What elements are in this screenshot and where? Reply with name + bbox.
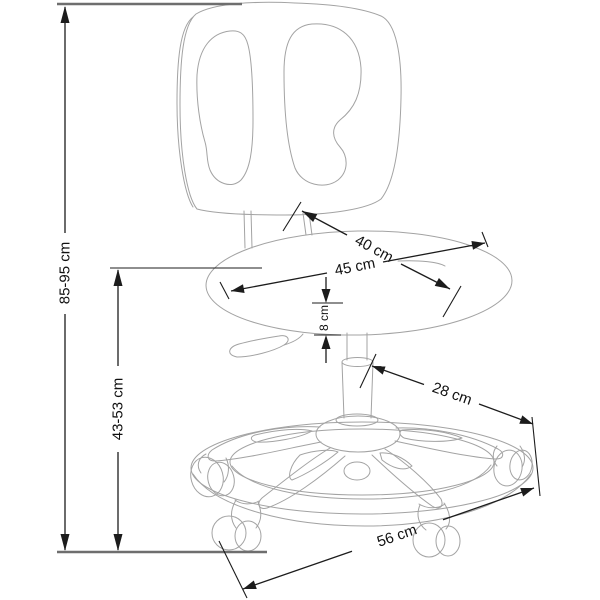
backrest-inner-line	[177, 17, 193, 207]
lever-paddle	[230, 336, 288, 357]
base-hub	[316, 416, 400, 452]
caster-wheel	[491, 448, 525, 488]
base-width-label: 56 cm	[374, 521, 420, 551]
backrest	[177, 2, 401, 248]
arrowhead	[231, 284, 245, 293]
base-radius-label: 28 cm	[429, 379, 475, 409]
dimension-base-radius	[360, 354, 533, 424]
tick	[482, 232, 488, 247]
caster-wheel-inner	[204, 459, 238, 499]
seat-height-label: 43-53 cm	[109, 377, 127, 441]
chair-artwork	[177, 2, 534, 557]
caster-rear-right	[491, 446, 534, 488]
arrowhead	[435, 278, 450, 289]
arrowhead	[519, 415, 533, 424]
base-front-hole	[344, 462, 370, 480]
caster-front-left	[212, 500, 261, 551]
footring-inner-bottom	[232, 465, 491, 499]
backrest-left-cutout	[197, 31, 253, 185]
dim-line	[231, 273, 327, 291]
backrest-right-cutout	[284, 24, 361, 185]
cylinder-top	[342, 358, 373, 367]
base-arm-right	[395, 428, 503, 459]
seat-contour	[398, 261, 445, 266]
tick	[283, 202, 301, 231]
caster-fork	[198, 454, 228, 482]
backrest-outline	[180, 2, 401, 215]
backrest-stem-left	[244, 211, 252, 248]
arrowhead	[243, 581, 257, 590]
caster-wheel-inner	[436, 526, 460, 556]
arrowhead-down	[61, 534, 70, 551]
tick	[443, 286, 461, 317]
tick	[220, 282, 229, 299]
caster-wheel	[212, 516, 246, 550]
arrowhead-up	[114, 269, 123, 286]
base-opening-front-left	[290, 450, 338, 480]
gas-cylinder	[336, 333, 378, 426]
arrowhead-up	[61, 6, 70, 23]
piston-rod	[347, 333, 367, 360]
caster-wheel-inner	[235, 521, 261, 551]
base	[191, 416, 533, 526]
arrowhead	[372, 366, 386, 375]
arrowhead-down	[322, 289, 331, 303]
seat-thickness-label: 8 cm	[317, 304, 331, 332]
dimension-seat-height	[110, 269, 127, 551]
footring-outer-bottom	[193, 474, 531, 526]
arrowhead	[520, 488, 534, 497]
seat-depth-label: 40 cm	[351, 231, 397, 267]
arrowhead-up	[322, 335, 331, 349]
overall-height-label: 85-95 cm	[56, 241, 74, 305]
footring-inner-top	[230, 429, 494, 495]
dim-line	[243, 551, 352, 589]
dim-line	[443, 488, 534, 520]
height-lever	[230, 334, 303, 357]
dimension-seat-thickness	[312, 277, 343, 363]
dim-line	[383, 243, 485, 262]
extension-line-right	[532, 417, 540, 496]
arrowhead-down	[114, 534, 123, 551]
seat-width-label: 45 cm	[333, 254, 377, 280]
dimension-overall-height	[57, 6, 74, 551]
